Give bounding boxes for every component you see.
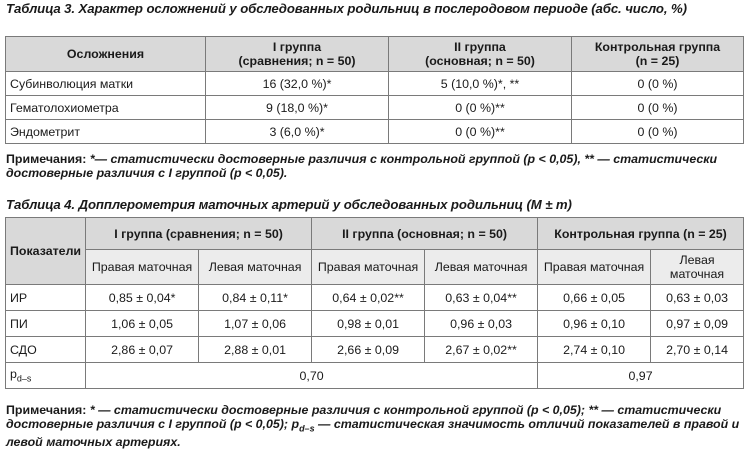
table3-cell-g1: 16 (32,0 %)* [206, 72, 389, 96]
table4-cell-control-left: 0,97 ± 0,09 [651, 311, 744, 337]
table4-note-label: Примечания: [6, 403, 87, 417]
table3-cell-g1: 9 (18,0 %)* [206, 96, 389, 120]
table3-header-row [6, 37, 744, 72]
table3-header-group1-line1: I группа [272, 40, 322, 54]
table4-header-g2-right: Правая маточная [312, 250, 425, 285]
table4-header-control: Контрольная группа (n = 25) [538, 218, 744, 250]
table-row [6, 96, 744, 120]
table-row [6, 120, 744, 144]
table4-note-sub: d–s [299, 423, 315, 434]
table4-header-g2-left: Левая маточная [425, 250, 538, 285]
table3-header-control-line2: (n = 25) [635, 54, 680, 68]
table-row [6, 72, 744, 96]
table4-pds-label-sub: d–s [16, 373, 32, 384]
table3-caption: Таблица 3. Характер осложнений у обследованных родильниц в послеродовом периоде (абс. число, %) [6, 1, 687, 16]
table4-note [0, 403, 742, 449]
table4-cell-g2-left: 0,63 ± 0,04** [425, 285, 538, 311]
table3-header-control-line1: Контрольная группа [594, 40, 721, 54]
table4-cell-control-left: 0,63 ± 0,03 [651, 285, 744, 311]
table3 [5, 36, 744, 144]
table3-header-group2 [389, 37, 572, 72]
table4-header-g1-right: Правая маточная [86, 250, 199, 285]
table4-header-control-left: Левая маточная [651, 250, 744, 285]
table3-header-group2-line1: II группа [454, 40, 506, 54]
table4-cell-control-right: 0,96 ± 0,10 [538, 311, 651, 337]
table4-cell-g1-left: 2,88 ± 0,01 [199, 337, 312, 363]
table3-header-complication: Осложнения [6, 37, 206, 72]
table4-cell-g2-right: 2,66 ± 0,09 [312, 337, 425, 363]
table3-cell-g2: 5 (10,0 %)*, ** [389, 72, 572, 96]
table4-pds-label-p: p [10, 367, 17, 382]
table4-cell-g1-left: 0,84 ± 0,11* [199, 285, 312, 311]
table3-cell-control: 0 (0 %) [572, 96, 744, 120]
table3-row-name: Субинволюция матки [6, 72, 206, 96]
table3-cell-control: 0 (0 %) [572, 72, 744, 96]
table-row [6, 337, 744, 363]
table4-cell-g2-right: 0,98 ± 0,01 [312, 311, 425, 337]
table3-note-text: *— статистически достоверные различия с контрольной группой (p < 0,05), ** — статистически достоверные различия с I группой (p < 0,05). [6, 152, 718, 180]
table4-pds-control: 0,97 [538, 363, 744, 389]
table4-cell-g1-right: 0,85 ± 0,04* [86, 285, 199, 311]
table3-row-name: Эндометрит [6, 120, 206, 144]
table4-row-name: СДО [6, 337, 86, 363]
table3-header-group1-line2: (сравнения; n = 50) [238, 54, 356, 68]
table3-header-group1 [206, 37, 389, 72]
table3-cell-g2: 0 (0 %)** [389, 96, 572, 120]
table4-note-text2: — статистическая значимость отличий показателей в правой и левой маточных артериях. [6, 417, 740, 449]
table4-cell-control-right: 0,66 ± 0,05 [538, 285, 651, 311]
table3-header-control [572, 37, 744, 72]
table4-cell-g1-right: 2,86 ± 0,07 [86, 337, 199, 363]
table4-cell-g2-left: 0,96 ± 0,03 [425, 311, 538, 337]
table4-pds-label [6, 363, 86, 389]
table4-row-name: ПИ [6, 311, 86, 337]
table4-header-group1: I группа (сравнения; n = 50) [86, 218, 312, 250]
table4-cell-g2-right: 0,64 ± 0,02** [312, 285, 425, 311]
table3-note [0, 152, 742, 180]
table4-note-text: * — статистически достоверные различия с контрольной группой (p < 0,05); ** — статистически достоверные различия с I группой (p < 0,05); p [6, 403, 722, 431]
table4-header-g1-left: Левая маточная [199, 250, 312, 285]
table4-cell-g1-left: 1,07 ± 0,06 [199, 311, 312, 337]
table3-cell-g1: 3 (6,0 %)* [206, 120, 389, 144]
table4-pds-g1g2: 0,70 [86, 363, 538, 389]
table4-caption: Таблица 4. Допплерометрия маточных артерий у обследованных родильниц (M ± m) [6, 197, 572, 212]
table4-cell-g1-right: 1,06 ± 0,05 [86, 311, 199, 337]
table3-header-group2-line2: (основная; n = 50) [425, 54, 535, 68]
table4 [5, 217, 744, 389]
table-row [6, 311, 744, 337]
table3-row-name: Гематолохиометра [6, 96, 206, 120]
table4-header-row-groups [6, 218, 744, 250]
table4-row-name: ИР [6, 285, 86, 311]
table3-note-label: Примечания: [6, 152, 87, 166]
table-row [6, 285, 744, 311]
table4-header-control-right: Правая маточная [538, 250, 651, 285]
table3-cell-g2: 0 (0 %)** [389, 120, 572, 144]
table4-header-indicators: Показатели [6, 218, 86, 285]
table4-cell-control-right: 2,74 ± 0,10 [538, 337, 651, 363]
table4-header-group2: II группа (основная; n = 50) [312, 218, 538, 250]
table4-pds-row [6, 363, 744, 389]
table4-header-row-sides [6, 250, 744, 285]
table3-cell-control: 0 (0 %) [572, 120, 744, 144]
table4-cell-control-left: 2,70 ± 0,14 [651, 337, 744, 363]
table4-cell-g2-left: 2,67 ± 0,02** [425, 337, 538, 363]
